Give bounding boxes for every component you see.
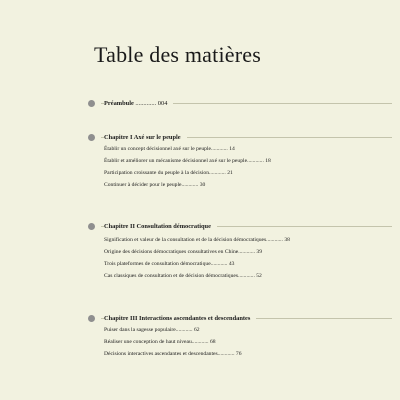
toc-entry — [104, 249, 262, 256]
entry-text: Puiser dans la sagesse populaire — [104, 327, 176, 333]
leader-dots: ............ — [191, 339, 210, 345]
toc-entry — [104, 339, 216, 346]
leader-dots: ............. — [133, 100, 158, 107]
section-heading: Chapitre III Interactions ascendantes et descendantes — [104, 315, 256, 322]
page-number: 18 — [265, 158, 271, 164]
toc-section-chapter-3 — [88, 314, 392, 323]
page-number: 004 — [157, 100, 168, 107]
section-heading — [104, 100, 173, 107]
leader-dots: ............ — [238, 273, 257, 279]
leader-dots: ............ — [266, 237, 285, 243]
toc-entry — [104, 182, 205, 189]
entry-text: Cas classiques de consultation et de décision démocratiques — [104, 273, 239, 279]
page-number: 21 — [227, 170, 233, 176]
page-number: 76 — [235, 351, 242, 357]
section-label: Préambule — [104, 100, 134, 107]
page-title: Table des matières — [94, 42, 261, 67]
entry-text: Continuer à décider pour le peuple — [104, 182, 182, 188]
page-number: 52 — [256, 273, 262, 279]
toc-entry — [104, 237, 290, 244]
entry-text: Origine des décisions démocratiques consultatives en Chine — [104, 249, 239, 255]
toc-section-preamble — [88, 99, 392, 108]
toc-entry — [104, 170, 233, 177]
bullet-icon — [88, 223, 95, 230]
page-number: 14 — [229, 146, 235, 152]
toc-entry — [104, 146, 235, 153]
page-number: 39 — [256, 249, 262, 255]
entry-text: Participation croissante du peuple à la décision — [104, 170, 210, 176]
section-heading: Chapitre II Consultation démocratique — [104, 223, 217, 230]
leader-dots: ............ — [247, 158, 266, 164]
page-number: 62 — [193, 327, 200, 333]
entry-text: Trois plateformes de consultation démocratique — [104, 261, 211, 267]
leader-dots: ............ — [210, 261, 229, 267]
leader-dots: ............ — [209, 170, 228, 176]
toc-entry — [104, 158, 271, 165]
leader-dots: ............ — [238, 249, 257, 255]
bullet-icon — [88, 134, 95, 141]
bullet-icon — [88, 100, 95, 107]
toc-section-chapter-1 — [88, 133, 392, 142]
leader-dots: ............ — [181, 182, 200, 188]
leader-dots: ............ — [211, 146, 230, 152]
entry-text: Réaliser une conception de haut niveau — [104, 339, 192, 345]
toc-entry — [104, 351, 241, 358]
page-number: 30 — [199, 182, 206, 188]
toc-section-chapter-2 — [88, 222, 392, 231]
toc-entry — [104, 327, 200, 334]
page-number: 38 — [284, 237, 290, 243]
page-number: 43 — [228, 261, 235, 267]
leader-dots: ............ — [175, 327, 194, 333]
toc-entry — [104, 261, 234, 268]
section-heading: Chapitre I Axé sur le peuple — [104, 134, 187, 141]
bullet-icon — [88, 315, 95, 322]
entry-text: Décisions interactives ascendantes et descendantes — [104, 351, 218, 357]
toc-entry — [104, 273, 262, 280]
entry-text: Établir et améliorer un mécanisme décisionnel axé sur le peuple — [104, 158, 248, 164]
page-number: 68 — [209, 339, 216, 345]
entry-text: Signification et valeur de la consultation et de la décision démocratiques — [104, 237, 267, 243]
leader-dots: ............ — [217, 351, 236, 357]
entry-text: Établir un concept décisionnel axé sur le peuple — [104, 146, 212, 152]
